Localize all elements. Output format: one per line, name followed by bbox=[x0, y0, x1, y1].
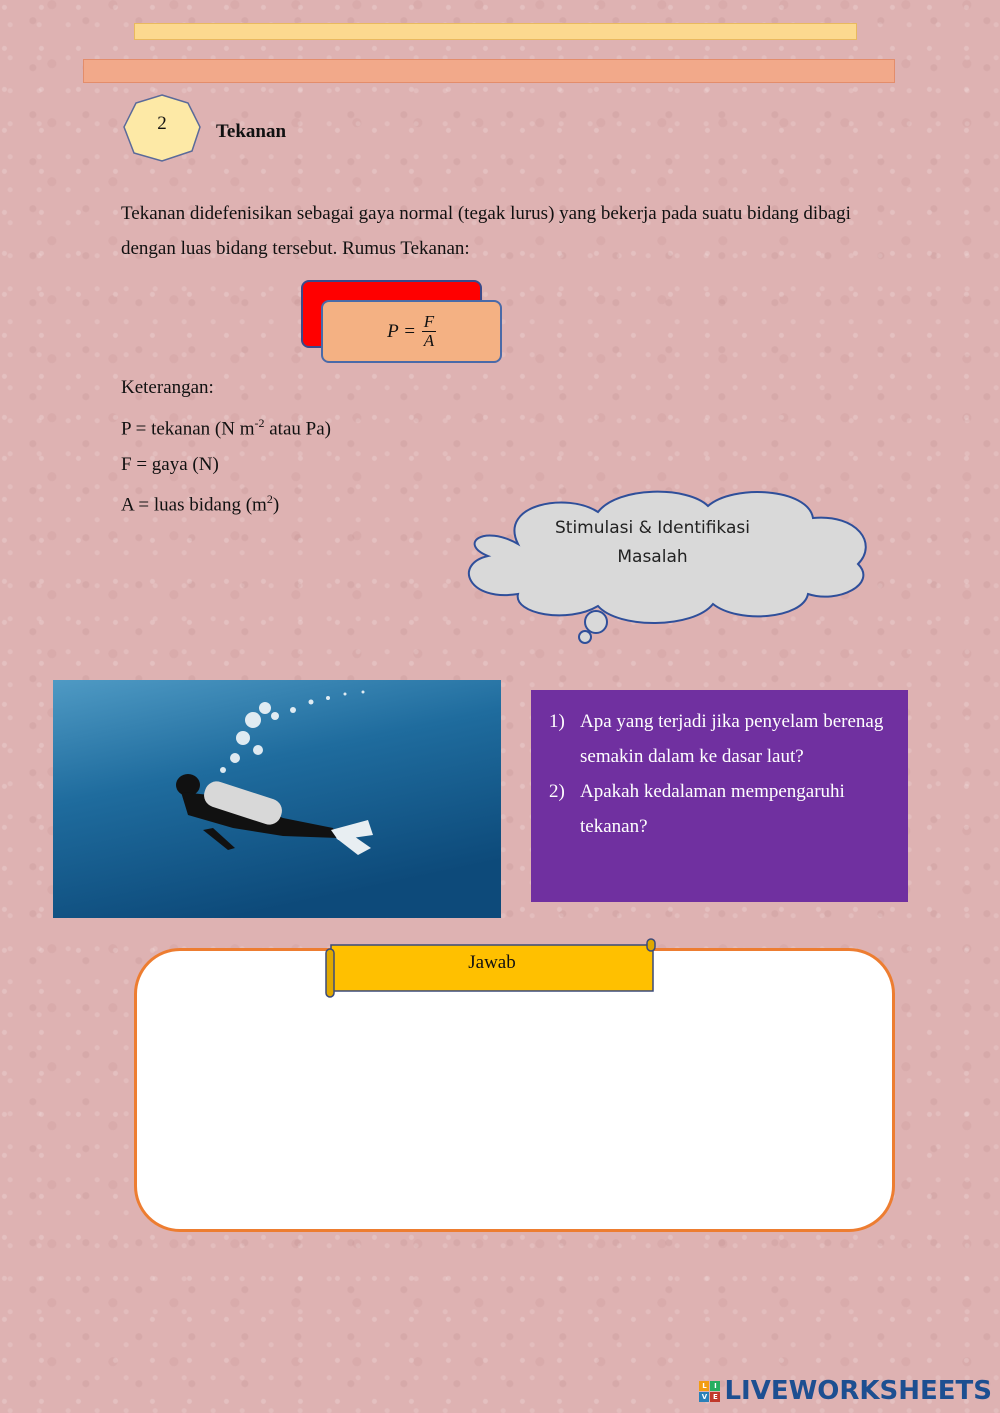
question-number: 2) bbox=[549, 781, 565, 802]
cloud-label-line2: Masalah bbox=[617, 547, 688, 567]
legend-area-tail: ) bbox=[272, 494, 280, 516]
logo-letter: L bbox=[699, 1381, 709, 1391]
legend-pressure-exponent: -2 bbox=[254, 416, 265, 430]
legend-force: F = gaya (N) bbox=[121, 454, 219, 475]
question-item bbox=[549, 774, 892, 844]
section-number: 2 bbox=[157, 113, 167, 134]
legend-heading: Keterangan: bbox=[121, 377, 214, 398]
cloud-label bbox=[530, 514, 775, 572]
question-box bbox=[531, 690, 908, 902]
formula-numerator: F bbox=[423, 312, 435, 331]
question-number: 1) bbox=[549, 711, 565, 732]
legend-area-exponent: 2 bbox=[266, 492, 273, 506]
brand-logo-icon bbox=[699, 1381, 720, 1402]
brand-name: LIVEWORKSHEETS bbox=[724, 1376, 992, 1406]
logo-letter: E bbox=[710, 1392, 720, 1402]
cloud-label-line1: Stimulasi & Identifikasi bbox=[555, 518, 750, 538]
logo-letter: V bbox=[699, 1392, 709, 1402]
legend-area bbox=[121, 492, 279, 516]
question-text: Apa yang terjadi jika penyelam berenag semakin dalam ke dasar laut? bbox=[580, 711, 884, 767]
intro-paragraph: Tekanan didefenisikan sebagai gaya normal (tegak lurus) yang bekerja pada suatu bidang dibagi dengan luas bidang tersebut. Rumus Tekanan: bbox=[121, 203, 851, 259]
legend-pressure-label: P = tekanan (N m bbox=[121, 418, 255, 440]
liveworksheets-logo bbox=[699, 1376, 992, 1406]
question-item bbox=[549, 704, 892, 774]
question-text: Apakah kedalaman mempengaruhi tekanan? bbox=[580, 781, 845, 837]
formula-lhs: P = bbox=[387, 320, 416, 342]
legend-pressure-tail: atau Pa) bbox=[264, 418, 331, 440]
formula-denominator: A bbox=[423, 331, 435, 350]
section-title: Tekanan bbox=[216, 121, 287, 142]
top-decorative-bar bbox=[134, 23, 857, 40]
scuba-diver-photo bbox=[53, 680, 501, 918]
logo-letter: I bbox=[710, 1381, 720, 1391]
legend-pressure bbox=[121, 416, 331, 440]
formula-fraction bbox=[422, 313, 436, 350]
answer-label: Jawab bbox=[468, 952, 516, 973]
formula-box bbox=[321, 300, 502, 363]
header-decorative-bar bbox=[83, 59, 895, 83]
legend-area-label: A = luas bidang (m bbox=[121, 494, 267, 516]
